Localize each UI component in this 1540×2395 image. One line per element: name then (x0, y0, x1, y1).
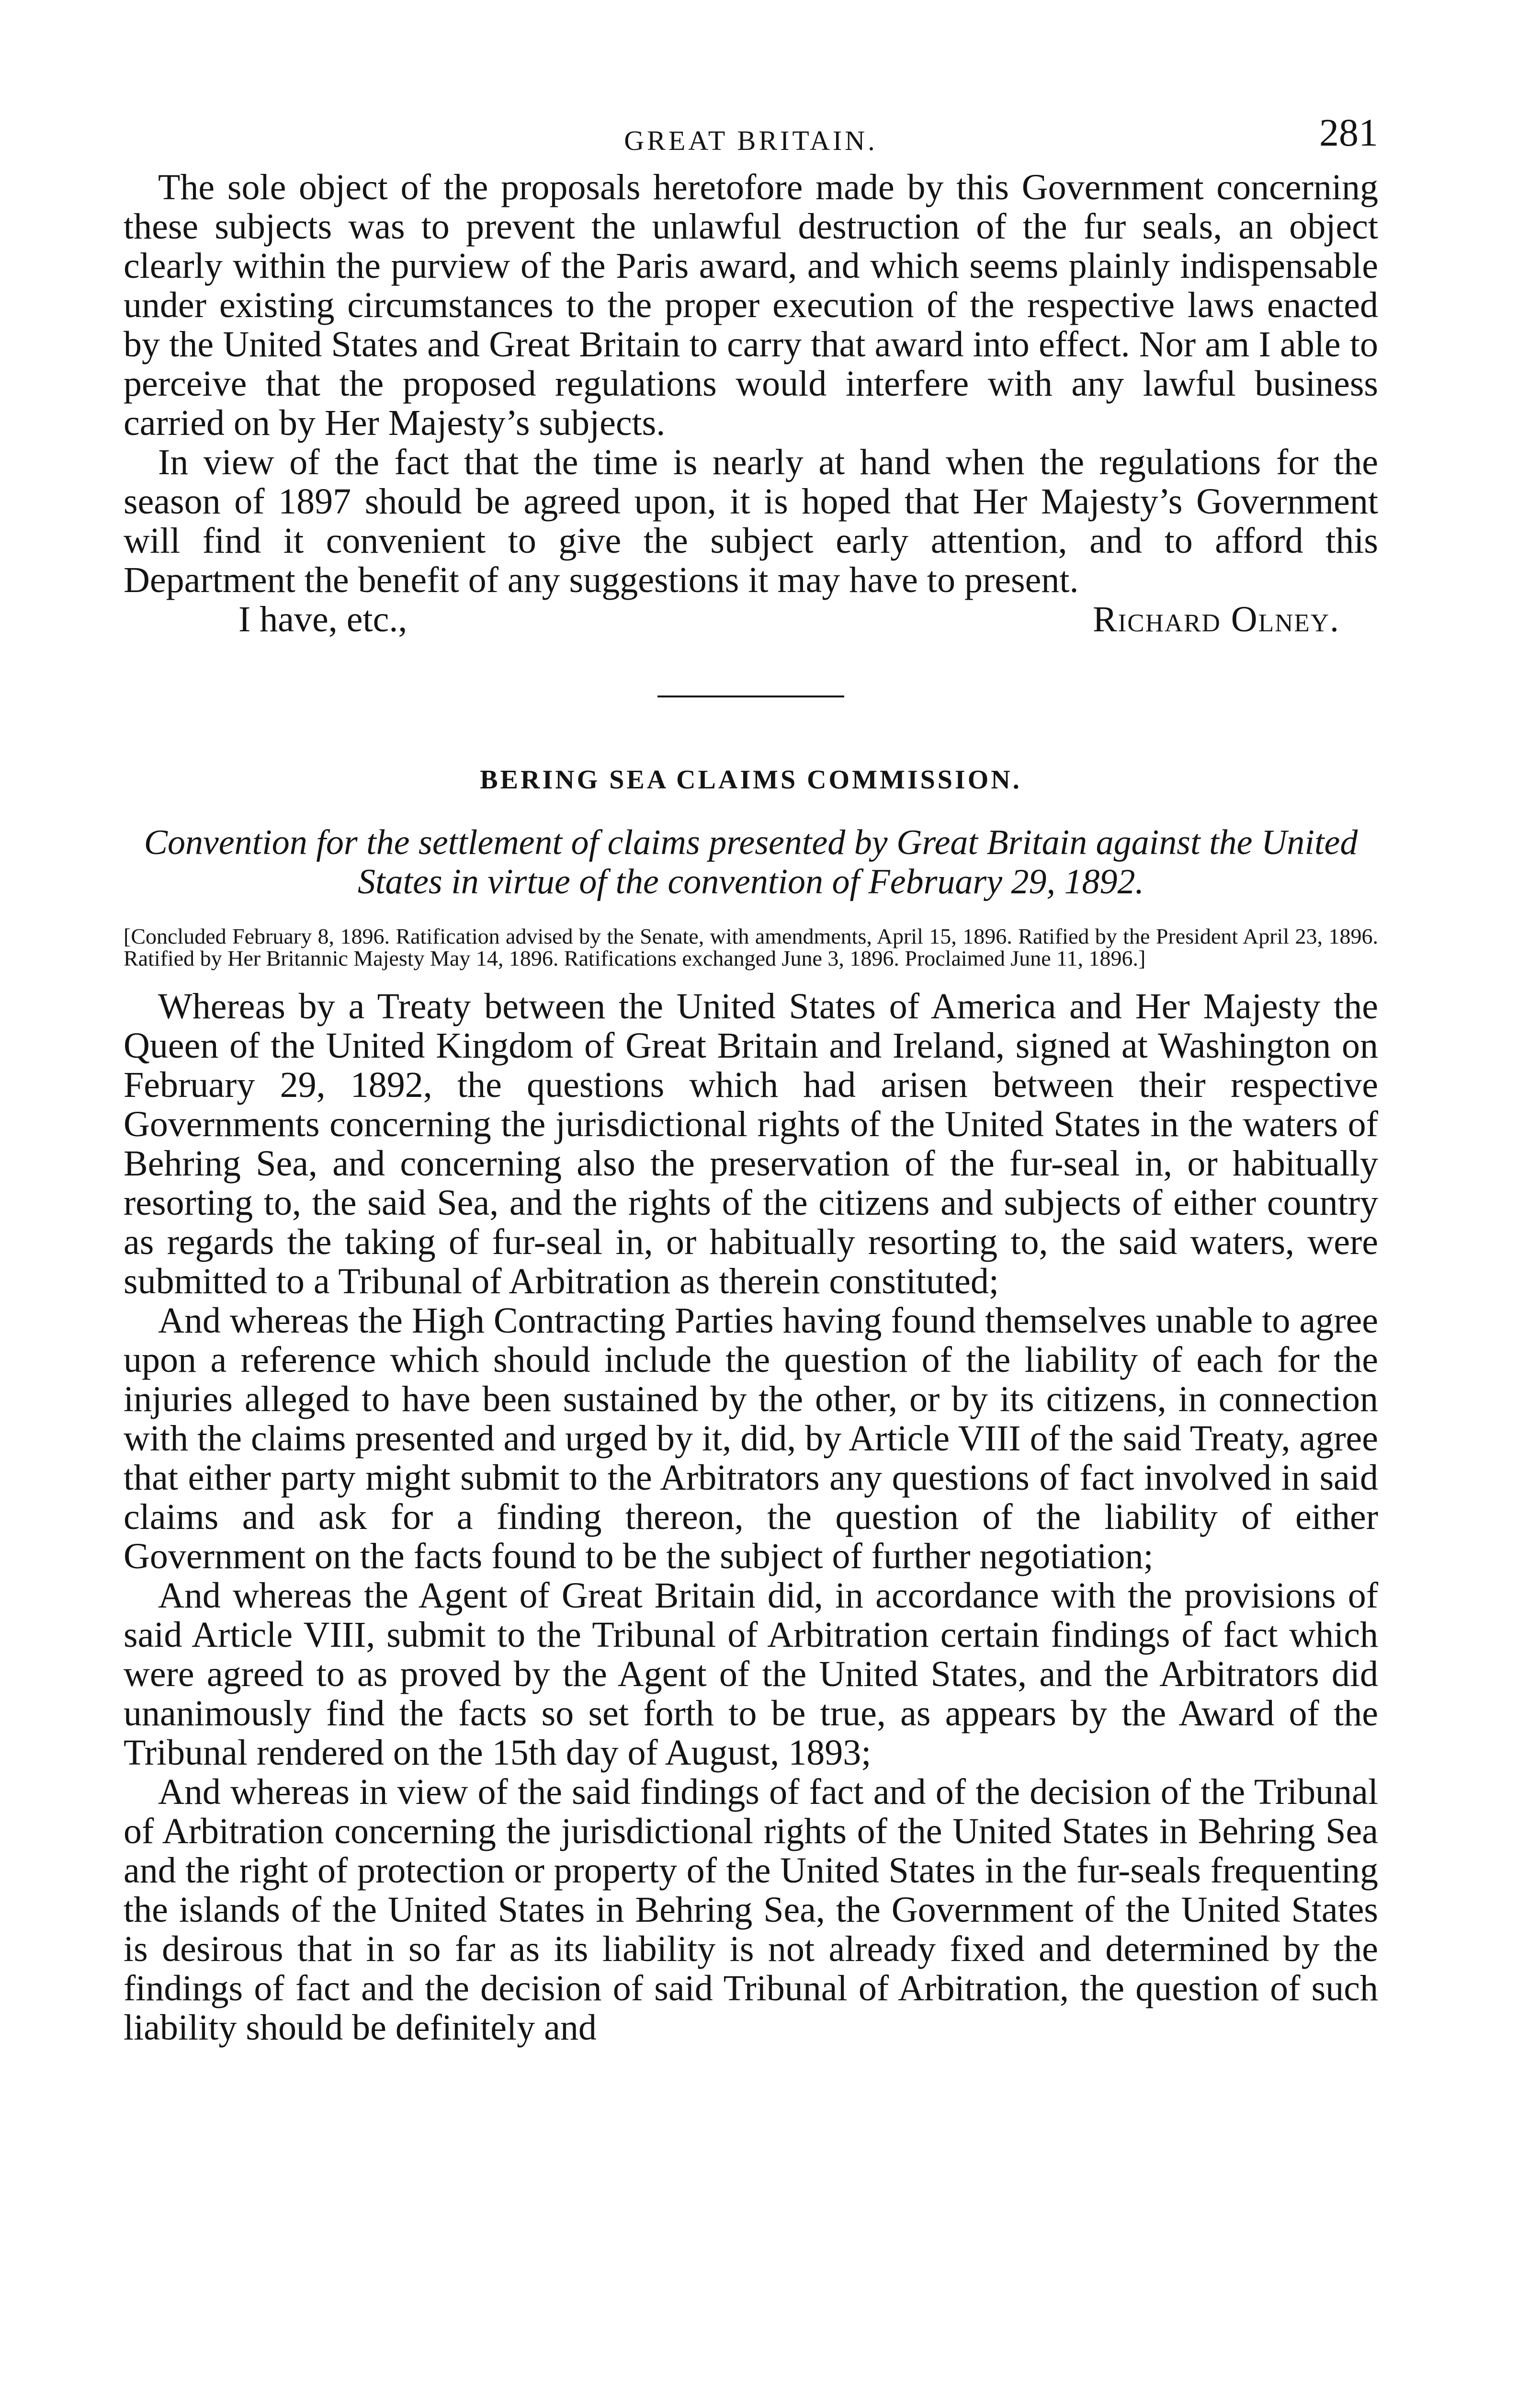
convention-paragraph: And whereas the Agent of Great Britain did, in accordance with the provisions of said Article VIII, submit to the Tribunal of Arbitration certain findings of fact which were agreed to as proved by the Agent of the United States, and the Arbitrators did unanimously find the facts so set forth to be true, as appears by the Award of the Tribunal rendered on the 15th day of August, 1893; (124, 1575, 1378, 1773)
convention-paragraph: And whereas the High Contracting Parties having found themselves unable to agree upon a reference which should include the question of the liability of each for the injuries alleged to have been sustained by the other, or by its citizens, in connection with the claims presented and urged by it, did, by Article VIII of the said Treaty, agree that either party might submit to the Arbitrators any questions of fact involved in said claims and ask for a finding thereon, the question of the liability of either Government on the facts found to be the subject of further negotiation; (124, 1300, 1378, 1576)
letter-continuation (124, 168, 1378, 639)
convention-title: Convention for the settlement of claims presented by Great Britain against the United States in virtue of the convention of February 29, 1892. (144, 823, 1358, 901)
convention-paragraph: Whereas by a Treaty between the United States of America and Her Majesty the Queen of the United Kingdom of Great Britain and Ireland, signed at Washington on February 29, 1892, the questions which had arisen between their respective Governments concerning the jurisdictional rights of the United States in the waters of Behring Sea, and concerning also the preservation of the fur-seal in, or habitually resorting to, the said Sea, and the rights of the citizens and subjects of either country as regards the taking of fur-seal in, or habitually resorting to, the said waters, were submitted to a Tribunal of Arbitration as therein constituted; (124, 986, 1378, 1301)
convention-text (124, 987, 1378, 2047)
convention-paragraph: And whereas in view of the said findings of fact and of the decision of the Tribunal of Arbitration concerning the jurisdictional rights of the United States in Behring Sea and the right of protection or property of the United States in the fur-seals frequenting the islands of the United States in Behring Sea, the Government of the United States is desirous that in so far as its liability is not already fixed and determined by the findings of fact and the decision of said Tribunal of Arbitration, the question of such liability should be definitely and (124, 1772, 1378, 2048)
closing-phrase: I have, etc., (238, 599, 408, 639)
document-page (124, 110, 1378, 2047)
letter-closing (124, 600, 1378, 639)
letter-paragraph: In view of the fact that the time is nearly at hand when the regulations for the season of 1897 should be agreed upon, it is hoped that Her Majesty’s Government will find it convenient to give the subject early attention, and to afford this Department the benefit of any suggestions it may have to present. (124, 442, 1378, 600)
section-heading: BERING SEA CLAIMS COMMISSION. (480, 765, 1022, 795)
section-divider (657, 696, 844, 697)
letter-paragraph: The sole object of the proposals heretofore made by this Government concerning these subjects was to prevent the unlawful destruction of the fur seals, an object clearly within the purview of the Paris award, and which seems plainly indispensable under existing circumstances to the proper execution of the respective laws enacted by the United States and Great Britain to carry that award into effect. Nor am I able to perceive that the proposed regulations would interfere with any lawful business carried on by Her Majesty’s subjects. (124, 167, 1378, 443)
running-header (124, 110, 1378, 168)
running-title: GREAT BRITAIN. (624, 125, 878, 156)
signature: Richard Olney. (1092, 599, 1340, 639)
page-number: 281 (1319, 111, 1378, 154)
editorial-note: [Concluded February 8, 1896. Ratification advised by the Senate, with amendments, April 15, 1896. Ratified by the President April 23, 1896. Ratified by Her Britannic Majesty May 14, 1896. Ratifications exchanged June 3, 1896. Proclaimed June 11, 1896.] (124, 924, 1378, 970)
